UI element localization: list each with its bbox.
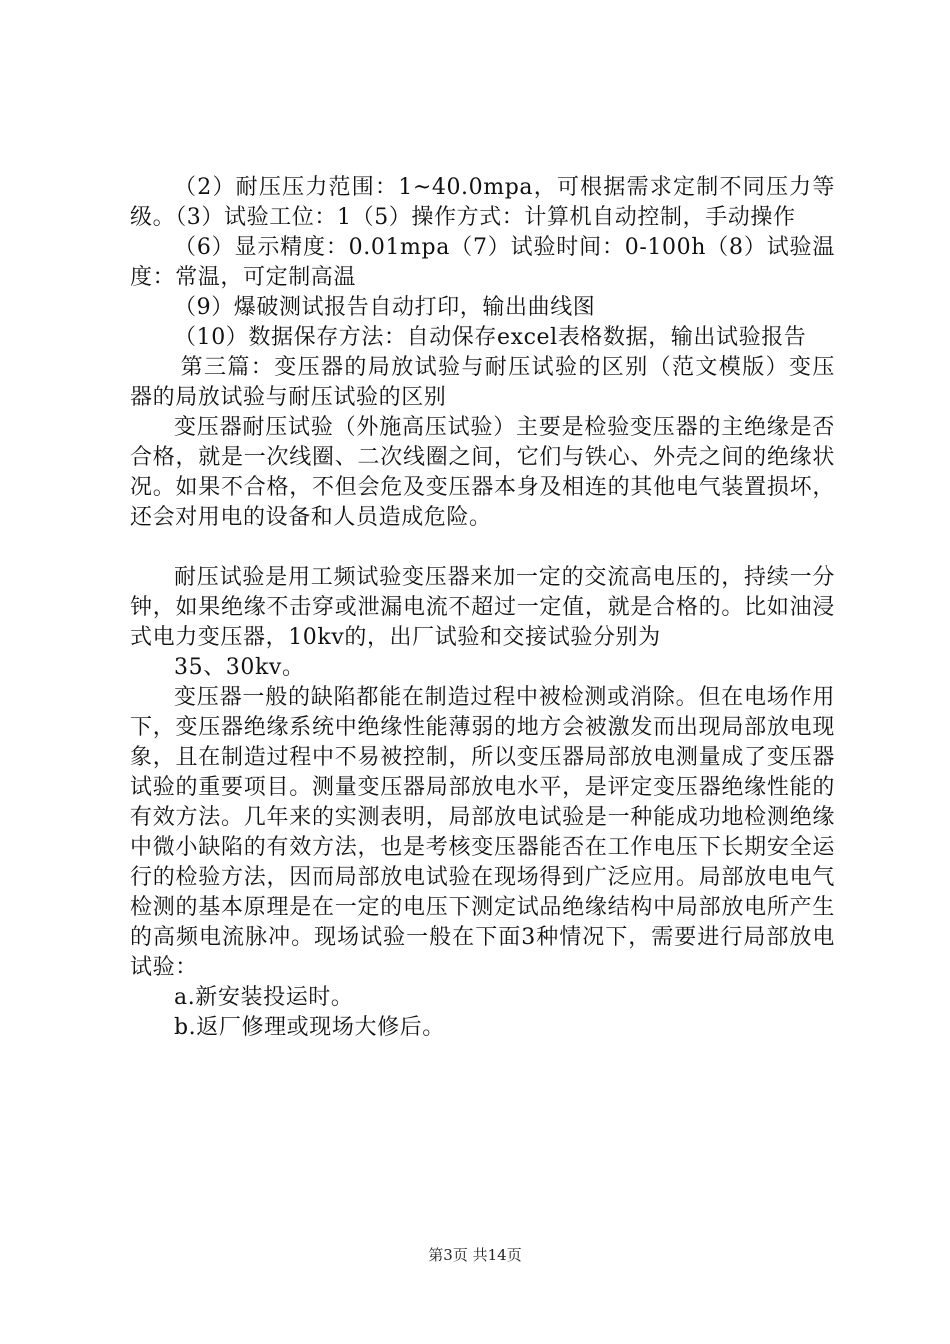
paragraph-partial-discharge: 变压器一般的缺陷都能在制造过程中被检测或消除。但在电场作用下，变压器绝缘系统中绝缘性能薄弱的地方会被激发而出现局部放电现象，且在制造过程中不易被控制，所以变压器局部放电测量成了变压器试验的重要项目。测量变压器局部放电水平，是评定变压器绝缘性能的有效方法。几年来的实测表明，局部放电试验是一种能成功地检测绝缘中微小缺陷的有效方法，也是考核变压器能否在工作电压下长期安全运行的检验方法，因而局部放电试验在现场得到广泛应用。局部放电电气检测的基本原理是在一定的电压下测定试品绝缘结构中局部放电所产生的高频电流脉冲。现场试验一般在下面3种情况下，需要进行局部放电试验： bbox=[130, 685, 835, 980]
paragraph-pressure-range: （2）耐压压力范围：1~40.0mpa，可根据需求定制不同压力等级。（3）试验工位：1（5）操作方式：计算机自动控制，手动操作 bbox=[130, 175, 835, 230]
list-item-after-repair: b.返厂修理或现场大修后。 bbox=[174, 1015, 445, 1040]
paragraph-withstand-test-method: 耐压试验是用工频试验变压器来加一定的交流高电压的，持续一分钟，如果绝缘不击穿或泄漏电流不超过一定值，就是合格的。比如油浸式电力变压器，10kv的，出厂试验和交接试验分别为 bbox=[130, 565, 835, 650]
paragraph-report-print: （9）爆破测试报告自动打印，输出曲线图 bbox=[174, 295, 596, 320]
paragraph-data-saving: （10）数据保存方法：自动保存excel表格数据，输出试验报告 bbox=[174, 325, 807, 350]
document-body bbox=[130, 173, 835, 1043]
paragraph-withstand-test-purpose: 变压器耐压试验（外施高压试验）主要是检验变压器的主绝缘是否合格，就是一次线圈、二次线圈之间，它们与铁心、外壳之间的绝缘状况。如果不合格，不但会危及变压器本身及相连的其他电气装置损坏，还会对用电的设备和人员造成危险。 bbox=[130, 415, 835, 530]
page-footer: 第3页 共14页 bbox=[428, 1246, 522, 1264]
section-heading: 第三篇：变压器的局放试验与耐压试验的区别（范文模版）变压器的局放试验与耐压试验的区别 bbox=[130, 355, 835, 410]
paragraph-display-precision: （6）显示精度：0.01mpa（7）试验时间：0-100h（8）试验温度：常温，可定制高温 bbox=[130, 235, 835, 290]
paragraph-voltage-values: 35、30kv。 bbox=[174, 655, 305, 680]
list-item-new-installation: a.新安装投运时。 bbox=[174, 985, 354, 1010]
